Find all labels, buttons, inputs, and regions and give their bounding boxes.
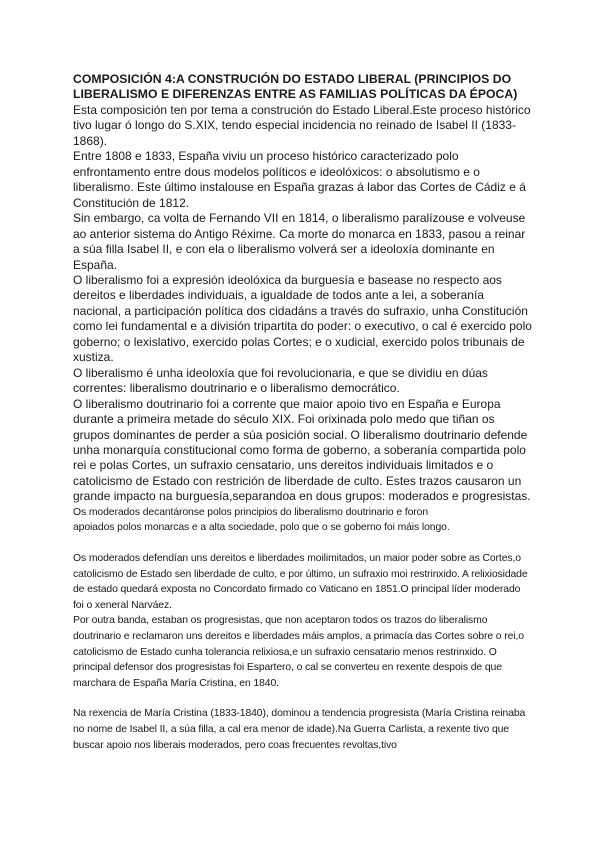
paragraph-moderates-support: Os moderados decantáronse polos principios do liberalismo doutrinario e foron apoiados polos monarcas e a alta sociedade, polo que o se goberno foi máis longo. [73, 506, 450, 534]
paragraph-liberalism-definition: O liberalismo foi a expresión ideolóxica da burguesía e basease no respecto aos dereitos e liberdades individuais, a igualdade de todos ante a lei, a soberanía nacional, a participación política dos cidadáns a través do sufraxio, unha Constitución como lei fundamental e a división tripartita do poder: o executivo, o cal é exercido polo goberno; o lexislativo, exercido polas Cortes; e o xudicial, exercido polos tribunais de xustiza. [73, 272, 532, 365]
document-page [73, 72, 533, 753]
paragraph-1808-1833: Entre 1808 e 1833, España viviu un proceso histórico caracterizado polo enfrontamento entre dous modelos políticos e ideolóxicos: o absolutismo e o liberalismo. Este último instalouse en España grazas á labor das Cortes de Cádiz e á Constitución de 1812. [73, 149, 526, 210]
paragraph-fernando-vii: Sin embargo, ca volta de Fernando VII en 1814, o liberalismo paralízouse e volveuse ao anterior sistema do Antigo Réxime. Ca morte do monarca en 1833, pasou a reinar a súa filla Isabel II, e con ela o liberalismo volverá ser a ideoloxía dominante en España. [73, 211, 526, 272]
paragraph-regency: Na rexencia de María Cristina (1833-1840), dominou a tendencia progresista (María Cristina reinaba no nome de Isabel II, a súa filla, a cal era menor de idade).Na Guerra Carlista, a rexente tivo que buscar apoio nos liberais moderados, pero coas frecuentes revoltas,tivo [73, 708, 526, 751]
paragraph-doctrinaire-liberalism: O liberalismo doutrinario foi a corrente que maior apoio tivo en España e Europa durante a primeira metade do século XIX. Foi orixinada polo medo que tiñan os grupos dominantes de perder a súa posición social. O liberalismo doutrinario defende unha monarquía constitucional como forma de goberno, a soberanía compartida polo rei e polas Cortes, un sufraxio censatario, uns dereitos individuais limitados e o catolicismo de Estado con restrición de liberdade de culto. Estes trazos causaron un grande impacto na burguesía,separandoa en dous grupos: moderados e progresistas. [73, 396, 531, 504]
paragraph-liberalism-currents: O liberalismo é unha ideoloxía que foi revolucionaria, e que se dividiu en dúas correntes: liberalismo doutrinario e o liberalismo democrático. [73, 365, 488, 396]
paragraph-spacer [73, 691, 533, 706]
document-title: COMPOSICIÓN 4:A CONSTRUCIÓN DO ESTADO LIBERAL (PRINCIPIOS DO LIBERALISMO E DIFERENZAS ENTRE AS FAMILIAS POLÍTICAS DA ÉPOCA) [73, 72, 518, 101]
paragraph-intro: Esta composición ten por tema a construción do Estado Liberal.Este proceso histórico tivo lugar ó longo do S.XIX, tendo especial incidencia no reinado de Isabel II (1833-1868). [73, 103, 531, 148]
paragraph-spacer [73, 536, 533, 551]
paragraph-moderates-progressives: Os moderados defendían uns dereitos e liberdades moilimitados, un maior poder sobre as Cortes,o catolicismo de Estado sen liberdade de culto, e por último, un sufraxio moi restrinxido. A relixiosidade de estado quedará exposta no Concordato firmado co Vaticano en 1851.O principal líder moderado foi o xeneral Narváez. Por outra banda, estaban os progresistas, que non aceptaron todos os trazos do liberalismo doutrinario e reclamaron uns dereitos e liberdades máis amplos, a primacía das Cortes sobre o rei,o catolicismo de Estado cunha tolerancia relixiosa,e un sufraxio censatario menos restrinxido. O principal defensor dos progresistas foi Espartero, o cal se converteu en rexente despois de que marchara de España María Cristina, en 1840. [73, 552, 528, 689]
